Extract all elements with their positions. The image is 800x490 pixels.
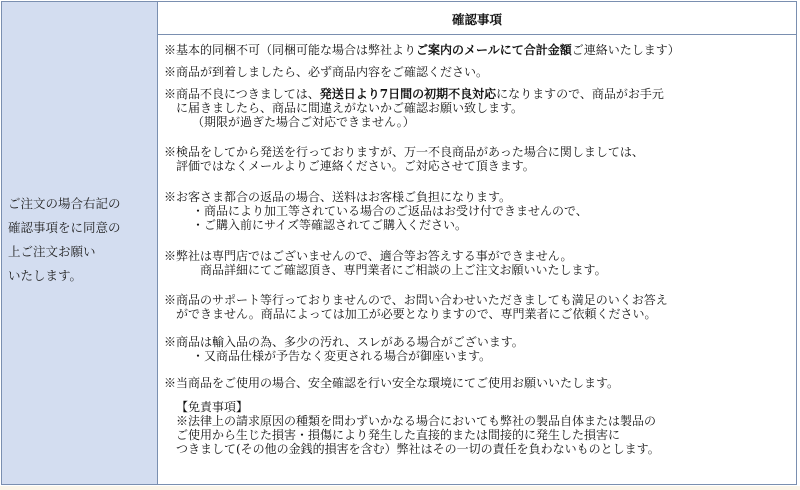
text: ※商品は輸入品の為、多少の汚れ、スレがある場合がございます。 — [164, 335, 524, 349]
disclaimer-title: 【免責事項】 — [176, 400, 249, 414]
notice-defects — [164, 87, 794, 129]
text: ※弊社は専門店ではございませんので、適合等お答えする事ができません。 — [164, 249, 573, 263]
notice-returns — [164, 190, 794, 232]
text: ・商品により加工等されている場合のご返品はお受け付できませんので、 — [192, 204, 588, 218]
order-agreement-line: ご注文の場合右記の — [8, 196, 121, 211]
header-divider — [158, 34, 796, 35]
text: ご使用から生じた損害・損傷により発生した直接的または間接的に発生した損害に — [176, 428, 621, 442]
text: ※商品のサポート等行っておりませんので、お問い合わせいただきましても満足のいくお答え — [164, 293, 668, 307]
text: ※法律上の請求原因の種類を問わずいかなる場合においても弊社の製品自体または製品の — [176, 414, 657, 428]
notice-not-specialist — [164, 249, 794, 277]
notice-imported — [164, 335, 794, 363]
notice-check-contents — [164, 65, 794, 79]
text: ・ご購入前にサイズ等確認されてご購入ください。 — [192, 218, 468, 232]
confirmation-table — [1, 1, 797, 485]
notice-inspection — [164, 145, 794, 173]
notice-no-support — [164, 293, 794, 321]
text: ができません。商品によっては加工が必要となりますので、専門業者にご依頼ください。 — [176, 307, 657, 321]
text: ※お客さま都合の返品の場合、送料はお客様ご負担になります。 — [164, 190, 512, 204]
text: （期限が過ぎた場合ご対応できません。） — [192, 115, 415, 129]
text: ・又商品仕様が予告なく変更される場合が御座います。 — [192, 349, 492, 363]
disclaimer — [164, 400, 794, 456]
text: ※商品不良につきましては、 — [164, 87, 320, 101]
text: 商品詳細にてご確認頂き、専門業者にご相談の上ご注文お願いいたします。 — [200, 263, 607, 277]
order-agreement-line: 確認事項をに同意の — [8, 220, 121, 235]
text: に届きましたら、商品に間違えがないかご確認お願い致します。 — [176, 101, 524, 115]
notice-bundling — [164, 43, 794, 57]
section-header: 確認事項 — [451, 12, 502, 27]
text: ご連絡いたします） — [571, 43, 680, 57]
text: ※検品をしてから発送を行っておりますが、万一不良商品があった場合に関しましては、 — [164, 145, 644, 159]
bold-text: ご案内のメールにて合計金額 — [416, 43, 572, 57]
right-cell — [158, 2, 796, 484]
text: ※商品が到着しましたら、必ず商品内容をご確認ください。 — [164, 65, 489, 79]
notice-safety — [164, 376, 794, 390]
order-agreement-line: 上ご注文お願い — [8, 244, 96, 259]
text: になりますので、商品がお手元 — [496, 87, 664, 101]
left-cell — [2, 2, 158, 484]
text: ※当商品をご使用の場合、安全確認を行い安全な環境にてご使用お願いいたします。 — [164, 376, 620, 390]
bold-text: 発送日より7日間の初期不良対応 — [319, 87, 497, 101]
bottom-strip — [0, 486, 800, 490]
order-agreement-line: いたします。 — [8, 268, 83, 283]
text: 評価ではなくメールよりご連絡ください。ご対応させて頂きます。 — [176, 159, 535, 173]
text: つきまして(その他の金銭的損害を含む）弊社はその一切の責任を負わないものとします。 — [176, 442, 660, 456]
text: ※基本的同梱不可（同梱可能な場合は弊社より — [164, 43, 417, 57]
order-agreement-text — [8, 192, 156, 288]
